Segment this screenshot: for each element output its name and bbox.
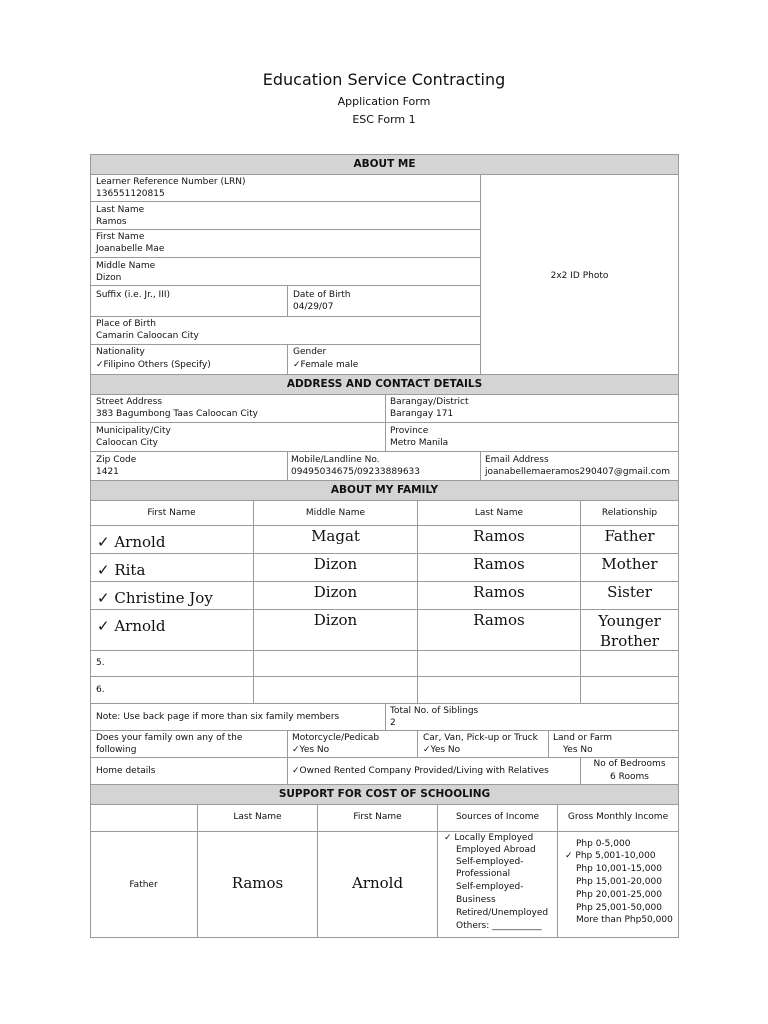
pob-label: Place of Birth <box>96 319 156 329</box>
section-address: ADDRESS AND CONTACT DETAILS <box>91 375 678 394</box>
support-row-label: Father <box>129 880 158 890</box>
family-col-middle: Middle Name <box>305 508 366 518</box>
section-support: SUPPORT FOR COST OF SCHOOLING <box>91 785 678 804</box>
pob-value: Camarin Caloocan City <box>96 331 199 341</box>
family-row-4-first: ✓ Arnold <box>97 617 166 635</box>
motorcycle-label: Motorcycle/Pedicab <box>292 733 380 743</box>
section-family: ABOUT MY FAMILY <box>91 481 678 500</box>
siblings-label: Total No. of Siblings <box>390 706 479 716</box>
income-source-5: Self-employed- <box>456 882 524 892</box>
lrn-value: 136551120815 <box>96 189 165 199</box>
income-source-2: Employed Abroad <box>456 845 536 855</box>
support-last-name: Ramos <box>231 874 284 892</box>
lrn-label: Learner Reference Number (LRN) <box>96 177 246 187</box>
gender-label: Gender <box>293 347 327 357</box>
barangay-label: Barangay/District <box>390 397 469 407</box>
family-row-2-relationship: Mother <box>601 555 658 573</box>
form-id: ESC Form 1 <box>352 113 416 126</box>
income-range-2: ✓ Php 5,001-10,000 <box>565 851 656 861</box>
family-row-2-last: Ramos <box>473 555 525 573</box>
mobile-label: Mobile/Landline No. <box>291 455 380 465</box>
nationality-options: ✓Filipino Others (Specify) <box>96 360 211 370</box>
family-row-5-number: 5. <box>96 658 105 668</box>
income-source-8: Others: ___________ <box>456 921 542 931</box>
gender-options: ✓Female male <box>293 360 359 370</box>
income-source-7: Retired/Unemployed <box>456 908 549 918</box>
last-name-value: Ramos <box>96 217 127 227</box>
municipality-label: Municipality/City <box>96 426 171 436</box>
family-row-2-middle: Dizon <box>313 555 358 573</box>
first-name-label: First Name <box>96 232 145 242</box>
income-range-3: Php 10,001-15,000 <box>576 864 662 874</box>
income-source-1: ✓ Locally Employed <box>444 833 534 843</box>
income-source-4: Professional <box>456 869 511 879</box>
mobile-value: 09495034675/09233889633 <box>291 467 421 477</box>
family-row-3-middle: Dizon <box>313 583 358 601</box>
first-name-value: Joanabelle Mae <box>96 244 165 254</box>
municipality-value: Caloocan City <box>96 438 158 448</box>
land-options: Yes No <box>563 745 593 755</box>
bedrooms-label: No of Bedrooms <box>593 759 666 769</box>
support-col-last: Last Name <box>233 812 282 822</box>
home-details-label: Home details <box>96 766 156 776</box>
family-row-2-first: ✓ Rita <box>97 561 146 579</box>
email-value: joanabellemaeramos290407@gmail.com <box>485 467 670 477</box>
siblings-value: 2 <box>390 718 396 728</box>
family-row-1-middle: Magat <box>311 527 360 545</box>
street-label: Street Address <box>96 397 163 407</box>
car-label: Car, Van, Pick-up or Truck <box>423 733 538 743</box>
income-source-3: Self-employed- <box>456 857 524 867</box>
province-value: Metro Manila <box>390 438 449 448</box>
province-label: Province <box>390 426 429 436</box>
income-range-7: More than Php50,000 <box>576 915 673 925</box>
middle-name-label: Middle Name <box>96 261 156 271</box>
family-row-3-relationship: Sister <box>607 583 652 601</box>
car-options: ✓Yes No <box>423 745 461 755</box>
support-col-income-source: Sources of Income <box>455 812 540 822</box>
income-range-5: Php 20,001-25,000 <box>576 890 662 900</box>
section-about-me: ABOUT ME <box>91 155 678 174</box>
support-first-name: Arnold <box>351 874 404 892</box>
income-range-4: Php 15,001-20,000 <box>576 877 662 887</box>
family-col-relationship: Relationship <box>601 508 658 518</box>
email-label: Email Address <box>485 455 549 465</box>
application-form <box>90 154 679 938</box>
suffix-label: Suffix (i.e. Jr., III) <box>96 290 171 300</box>
barangay-value: Barangay 171 <box>390 409 454 419</box>
income-range-1: Php 0-5,000 <box>576 839 631 849</box>
family-note: Note: Use back page if more than six family members <box>96 712 340 722</box>
family-row-6-number: 6. <box>96 685 105 695</box>
ownership-label: Does your family own any of the following <box>96 733 243 755</box>
last-name-label: Last Name <box>96 205 145 215</box>
income-source-6: Business <box>456 895 496 905</box>
motorcycle-options: ✓Yes No <box>292 745 330 755</box>
bedrooms-value: 6 Rooms <box>610 772 649 782</box>
family-row-4-relationship: Younger Brother <box>598 612 661 650</box>
income-range-6: Php 25,001-50,000 <box>576 903 662 913</box>
family-row-1-last: Ramos <box>473 527 525 545</box>
support-col-gross-income: Gross Monthly Income <box>567 812 669 822</box>
family-row-3-first: ✓ Christine Joy <box>97 589 213 607</box>
family-row-4-middle: Dizon <box>313 611 358 629</box>
dob-value: 04/29/07 <box>293 302 334 312</box>
zip-label: Zip Code <box>96 455 137 465</box>
id-photo-box: 2x2 ID Photo <box>550 271 609 281</box>
dob-label: Date of Birth <box>293 290 351 300</box>
support-col-first: First Name <box>353 812 402 822</box>
family-row-3-last: Ramos <box>473 583 525 601</box>
middle-name-value: Dizon <box>96 273 122 283</box>
form-title: Education Service Contracting <box>262 70 506 89</box>
form-subtitle: Application Form <box>337 95 431 108</box>
family-row-1-first: ✓ Arnold <box>97 533 166 551</box>
family-row-4-last: Ramos <box>473 611 525 629</box>
zip-value: 1421 <box>96 467 119 477</box>
family-col-first: First Name <box>147 508 196 518</box>
land-label: Land or Farm <box>553 733 613 743</box>
street-value: 383 Bagumbong Taas Caloocan City <box>96 409 258 419</box>
family-col-last: Last Name <box>474 508 524 518</box>
family-row-1-relationship: Father <box>604 527 655 545</box>
nationality-label: Nationality <box>96 347 145 357</box>
home-options: ✓Owned Rented Company Provided/Living with Relatives <box>292 766 549 776</box>
